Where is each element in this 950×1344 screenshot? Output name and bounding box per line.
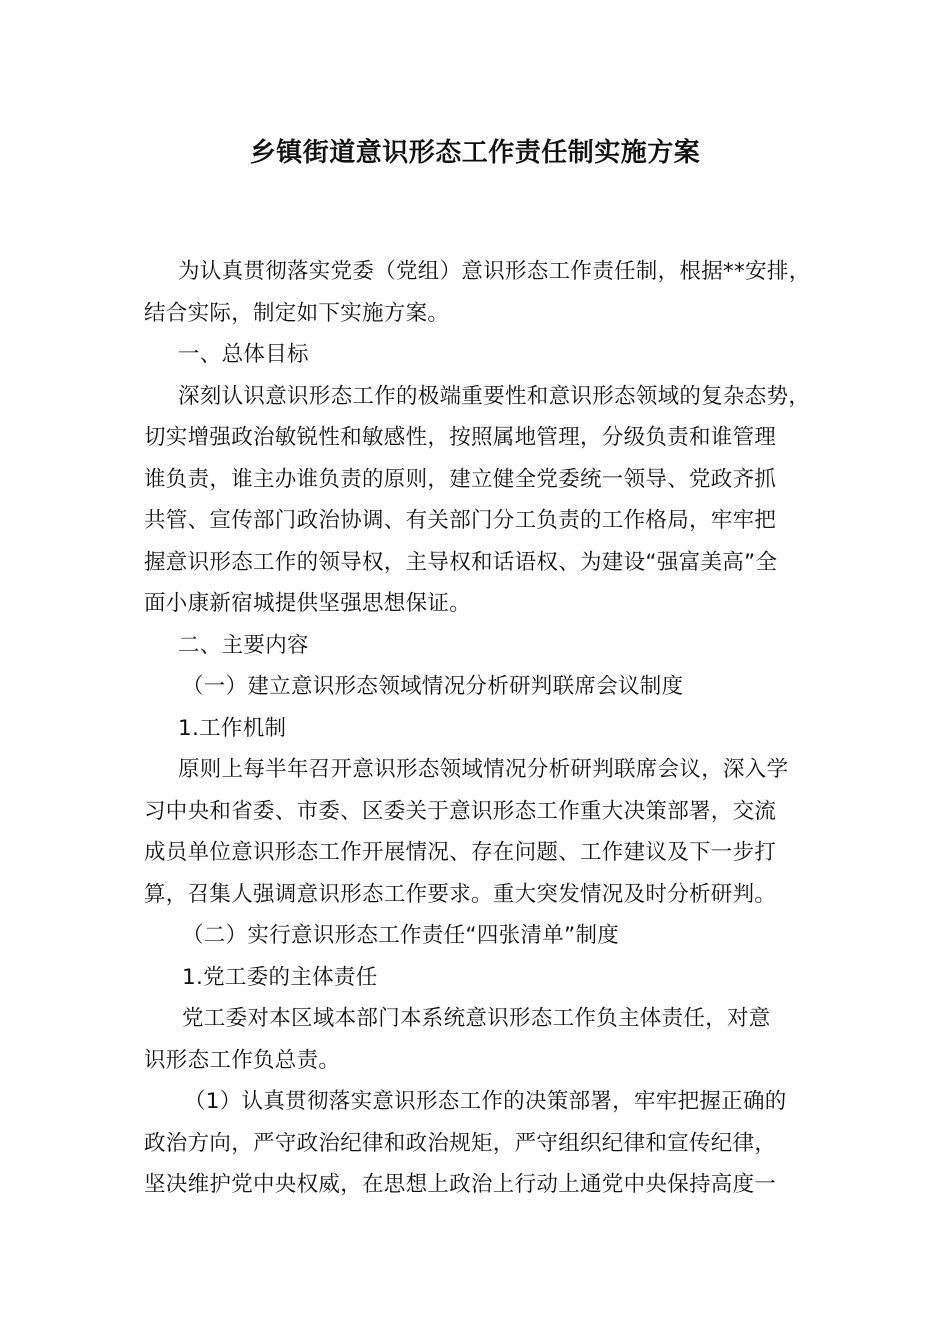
subsection-heading: （一）建立意识形态领域情况分析研判联席会议制度 (182, 674, 684, 699)
paragraph-line: 政治方向，严守政治纪律和政治规矩，严守组织纪律和宣传纪律， (144, 1130, 777, 1156)
paragraph-line: 握意识形态工作的领导权，主导权和话语权、为建设“强富美高”全 (144, 549, 778, 575)
paragraph-line: 切实增强政治敏锐性和敏感性，按照属地管理，分级负责和谁管理 (144, 425, 777, 450)
paragraph-line: 结合实际，制定如下实施方案。 (144, 300, 450, 326)
item-heading: 1.工作机制 (178, 715, 287, 741)
document-title: 乡镇街道意识形态工作责任制实施方案 (249, 138, 701, 168)
paragraph-line: 成员单位意识形态工作开展情况、存在问题、工作建议及下一步打 (144, 840, 777, 865)
paragraph-line: 面小康新宿城提供坚强思想保证。 (144, 591, 472, 616)
paragraph-line: 算，召集人强调意识形态工作要求。重大突发情况及时分析研判。 (144, 881, 777, 907)
paragraph-line: 深刻认识意识形态工作的极端重要性和意识形态领域的复杂态势， (178, 383, 811, 409)
paragraph-line: 党工委对本区域本部门本系统意识形态工作负主体责任，对意 (182, 1006, 771, 1031)
paragraph-line: 原则上每半年召开意识形态领域情况分析研判联席会议，深入学 (178, 757, 789, 782)
document-body (144, 251, 824, 1206)
paragraph-line: 坚决维护党中央权威，在思想上政治上行动上通党中央保持高度一 (144, 1172, 777, 1197)
paragraph-line: 识形态工作负总责。 (144, 1047, 341, 1073)
paragraph-line: 谁负责，谁主办谁负责的原则，建立健全党委统一领导、党政齐抓 (144, 466, 777, 492)
section-heading: 二、主要内容 (178, 632, 309, 658)
section-heading: 一、总体目标 (178, 342, 309, 367)
paragraph-line: 为认真贯彻落实党委（党组）意识形态工作责任制，根据**安排， (178, 259, 811, 284)
subsection-heading: （二）实行意识形态工作责任“四张清单”制度 (182, 923, 620, 948)
paragraph-line: 共管、宣传部门政治协调、有关部门分工负责的工作格局，牢牢把 (144, 508, 777, 533)
paragraph-line: （1）认真贯彻落实意识形态工作的决策部署，牢牢把握正确的 (184, 1089, 787, 1114)
paragraph-line: 习中央和省委、市委、区委关于意识形态工作重大决策部署，交流 (144, 798, 777, 824)
item-heading: 1.党工委的主体责任 (182, 964, 378, 990)
